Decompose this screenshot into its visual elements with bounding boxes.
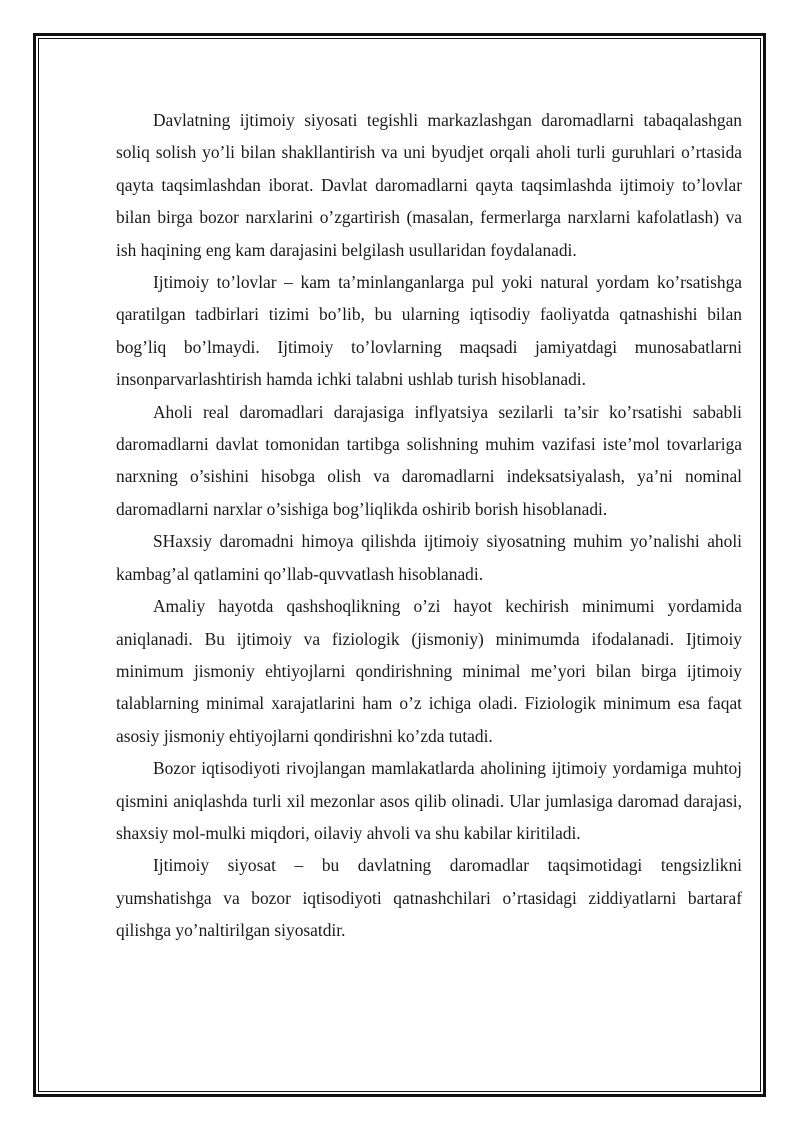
paragraph-6: Bozor iqtisodiyoti rivojlangan mamlakatlarda aholining ijtimoiy yordamiga muhtoj qismini aniqlashda turli xil mezonlar asos qilib olinadi. Ular jumlasiga daromad darajasi, shaxsiy mol-mulki miqdori, oilaviy ahvoli va shu kabilar kiritiladi. (116, 758, 742, 843)
paragraph-4: SHaxsiy daromadni himoya qilishda ijtimoiy siyosatning muhim yo’nalishi aholi kambag’al qatlamini qo’llab-quvvatlash hisoblanadi. (116, 531, 742, 584)
paragraph-2: Ijtimoiy to’lovlar – kam ta’minlanganlarga pul yoki natural yordam ko’rsatishga qaratilgan tadbirlari tizimi bo’lib, bu ularning iqtisodiy faoliyatda qatnashishi bilan bog’liq bo’lmaydi. Ijtimoiy to’lovlarning maqsadi jamiyatdagi munosabatlarni insonparvarlashtirish hamda ichki talabni ushlab turish hisoblanadi. (116, 272, 742, 390)
paragraph-3: Aholi real daromadlari darajasiga inflyatsiya sezilarli ta’sir ko’rsatishi sababli daromadlarni davlat tomonidan tartibga solishning muhim vazifasi iste’mol tovarlariga narxning o’sishini hisobga olish va daromadlarni indeksatsiyalash, ya’ni nominal daromadlarni narxlar o’sishiga bog’liqlikda oshirib borish hisoblanadi. (116, 401, 742, 519)
paragraph-5: Amaliy hayotda qashshoqlikning o’zi hayot kechirish minimumi yordamida aniqlanadi. Bu ijtimoiy va fiziologik (jismoniy) minimumda ifodalanadi. Ijtimoiy minimum jismoniy ehtiyojlarni qondirishning minimal me’yori bilan birga ijtimoiy talablarning minimal xarajatlarini ham o’z ichiga oladi. Fiziologik minimum esa faqat asosiy jismoniy ehtiyojlarni qondirishni ko’zda tutadi. (116, 596, 742, 746)
document-body (116, 104, 742, 947)
paragraph-1: Davlatning ijtimoiy siyosati tegishli markazlashgan daromadlarni tabaqalashgan soliq solish yo’li bilan shakllantirish va uni byudjet orqali aholi turli guruhlari o’rtasida qayta taqsimlashdan iborat. Davlat daromadlarni qayta taqsimlashda ijtimoiy to’lovlar bilan birga bozor narxlarini o’zgartirish (masalan, fermerlarga narxlarni kafolatlash) va ish haqining eng kam darajasini belgilash usullaridan foydalanadi. (116, 110, 742, 260)
paragraph-7: Ijtimoiy siyosat – bu davlatning daromadlar taqsimotidagi tengsizlikni yumshatishga va bozor iqtisodiyoti qatnashchilari o’rtasidagi ziddiyatlarni bartaraf qilishga yo’naltirilgan siyosatdir. (116, 855, 742, 941)
